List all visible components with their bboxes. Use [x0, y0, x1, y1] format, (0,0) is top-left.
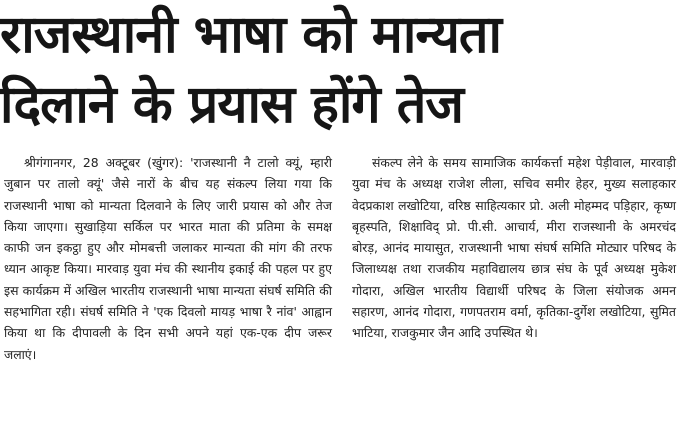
article-body-text: संकल्प लेने के समय सामाजिक कार्यकर्त्ता महेश पेड़ीवाल, मारवाड़ी युवा मंच के अध्यक्ष राजेश लीला, सचिव समीर हेहर, मुख्य सलाहकार वेदप्रकाश लखोटिया, वरिष्ठ साहित्यकार प्रो. अली मोहम्मद पड़िहार, कृष्ण बृहस्पति, शिक्षाविद् प्रो. पी.सी. आचार्य, मीरा राजस्थानी के अमरचंद बोरड़, आनंद मायासुत, राजस्थानी भाषा संघर्ष समिति मोट्यार परिषद के जिलाध्यक्ष तथा राजकीय महाविद्यालय छात्र संघ के पूर्व अध्यक्ष मुकेश गोदारा, अखिल भारतीय विद्यार्थी परिषद के जिला संयोजक अमन सहारण, आनंद गोदारा, गणपतराम वर्मा, कृतिका-दुर्गेश लखोटिया, सुमित भाटिया, राजकुमार जैन आदि उपस्थित थे।: [352, 155, 676, 341]
article-paragraph: [4, 152, 332, 365]
headline-line-1: राजस्थानी भाषा को मान्यता: [0, 5, 501, 65]
article-body-text: 'राजस्थानी नै टालो क्यूं, म्हारी जुबान पर तालो क्यूं' जैसे नारों के बीच यह संकल्प लिया गया कि राजस्थानी भाषा को मान्यता दिलवाने के लिए जारी प्रयास को और तेज किया जाएगा। सुखाड़िया सर्किल पर भारत माता की प्रतिमा के समक्ष काफी जन इकट्ठा हुए और मोमबत्ती जलाकर मान्यता की मांग की तरफ ध्यान आकृष्ट किया। मारवाड़ युवा मंच की स्थानीय इकाई की पहल पर हुए इस कार्यक्रम में अखिल भारतीय राजस्थानी भाषा मान्यता संघर्ष समिति की सहभागिता रही। संघर्ष समिति ने 'एक दिवलो मायड़ भाषा रै नांव' आह्वान किया था कि दीपावली के दिन सभी अपने यहां एक-एक दीप जरूर जलाएं।: [4, 155, 332, 362]
article-column-right: [352, 152, 676, 344]
dateline: श्रीगंगानगर, 28 अक्टूबर (खुंगर):: [24, 155, 184, 170]
headline-line-2: दिलाने के प्रयास होंगे तेज: [0, 75, 463, 135]
article-paragraph: [352, 152, 676, 344]
article-column-left: [4, 152, 332, 365]
